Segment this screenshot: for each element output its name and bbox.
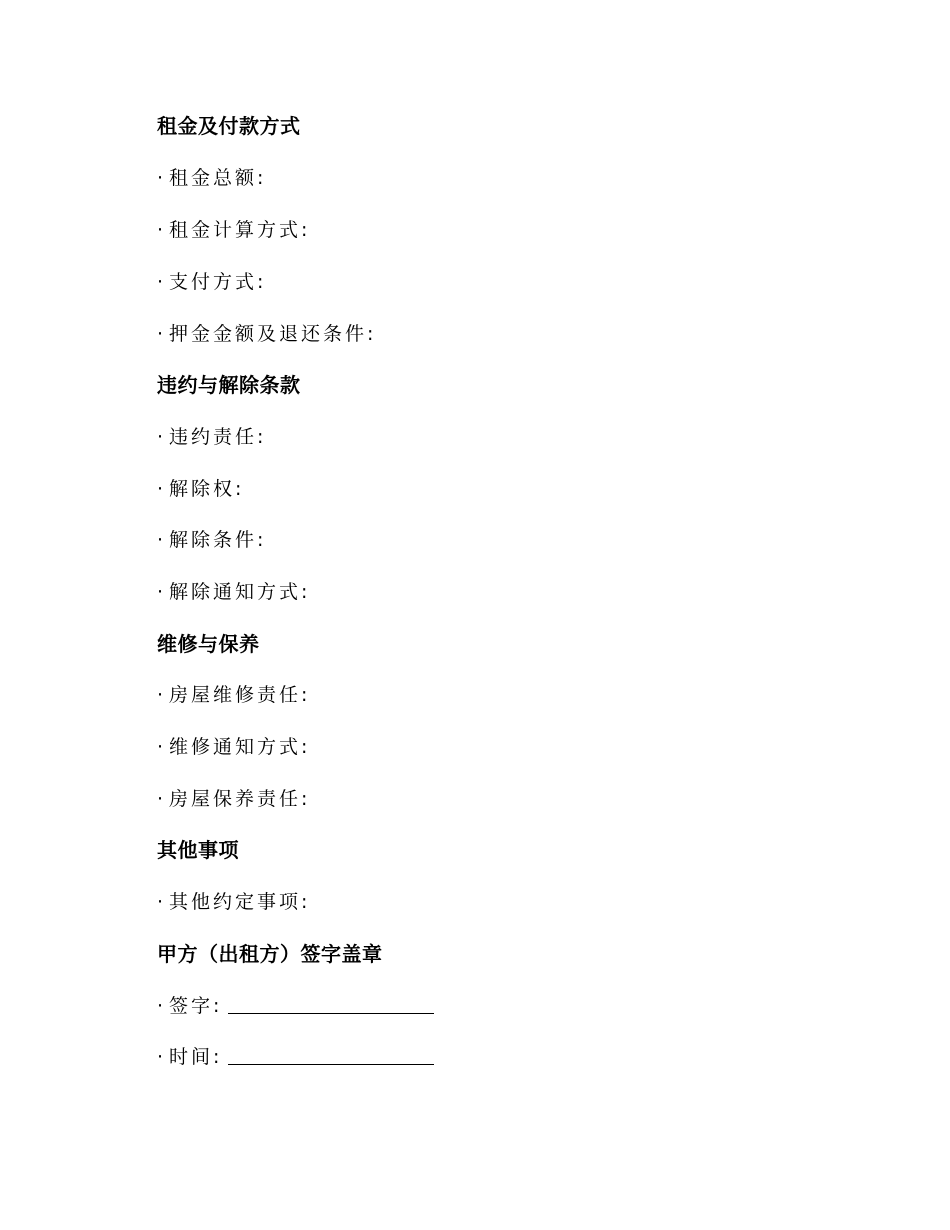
bullet: · [157, 1046, 164, 1068]
list-item-label: 违约责任: [169, 426, 267, 448]
list-item-repair-responsibility [157, 680, 310, 710]
bullet: · [157, 167, 164, 189]
bullet: · [157, 219, 164, 241]
bullet: · [157, 684, 164, 706]
bullet: · [157, 478, 164, 500]
list-item-label: 时间: [169, 1046, 223, 1068]
list-item-repair-notice [157, 732, 310, 762]
list-item-rent-calculation [157, 215, 310, 245]
list-item-label: 房屋维修责任: [169, 684, 311, 706]
bullet: · [157, 271, 164, 293]
bullet: · [157, 995, 164, 1017]
signature-blank-line[interactable] [228, 993, 434, 1014]
list-item-signature [157, 991, 434, 1021]
list-item-label: 解除条件: [169, 529, 267, 551]
section-heading-maintenance: 维修与保养 [157, 632, 260, 656]
list-item-label: 房屋保养责任: [169, 788, 311, 810]
list-item-other-agreements [157, 887, 310, 917]
section-heading-party-a-signature: 甲方（出租方）签字盖章 [157, 942, 383, 966]
bullet: · [157, 581, 164, 603]
list-item-deposit [157, 319, 376, 349]
list-item-label: 租金总额: [169, 167, 267, 189]
list-item-payment-method [157, 267, 266, 297]
date-blank-line[interactable] [228, 1044, 434, 1065]
list-item-label: 维修通知方式: [169, 736, 311, 758]
bullet: · [157, 323, 164, 345]
bullet: · [157, 529, 164, 551]
list-item-label: 支付方式: [169, 271, 267, 293]
section-heading-breach-termination: 违约与解除条款 [157, 373, 301, 397]
list-item-label: 租金计算方式: [169, 219, 311, 241]
section-heading-other-matters: 其他事项 [157, 838, 239, 862]
list-item-breach-liability [157, 422, 266, 452]
list-item-label: 签字: [169, 995, 223, 1017]
list-item-label: 解除通知方式: [169, 581, 311, 603]
bullet: · [157, 788, 164, 810]
section-heading-rent-payment: 租金及付款方式 [157, 114, 301, 138]
list-item-upkeep-responsibility [157, 784, 310, 814]
bullet: · [157, 736, 164, 758]
list-item-date [157, 1042, 434, 1072]
bullet: · [157, 426, 164, 448]
list-item-label: 其他约定事项: [169, 891, 311, 913]
list-item-label: 解除权: [169, 478, 245, 500]
list-item-rent-total [157, 163, 266, 193]
bullet: · [157, 891, 164, 913]
list-item-termination-right [157, 474, 244, 504]
list-item-termination-conditions [157, 525, 266, 555]
list-item-label: 押金金额及退还条件: [169, 323, 377, 345]
list-item-termination-notice [157, 577, 310, 607]
